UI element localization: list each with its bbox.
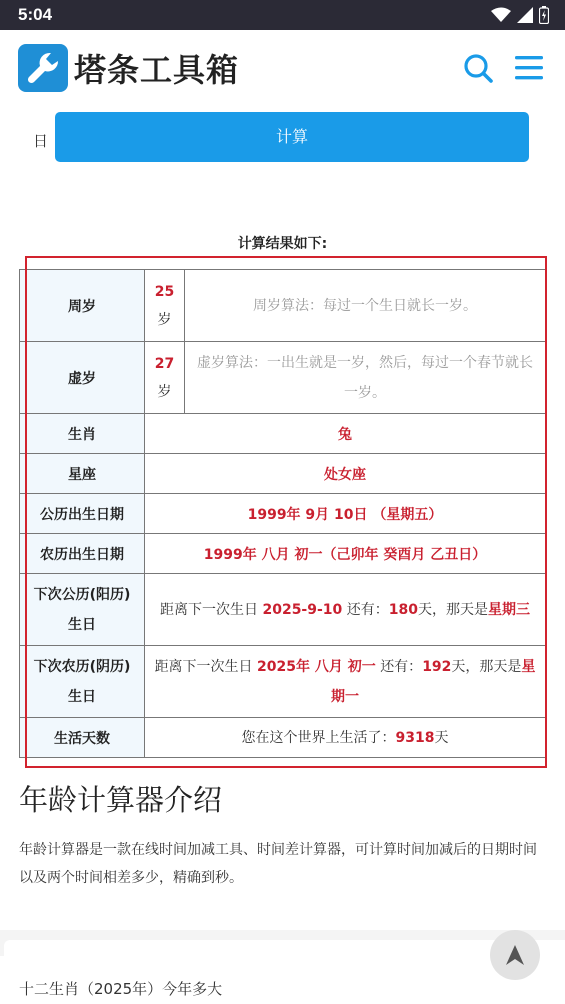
next-solar-value: 距离下一次生日 2025-9-10 还有：180天，那天是星期三	[145, 574, 546, 646]
solar-birth-label: 公历出生日期	[20, 494, 145, 534]
intro-title: 年龄计算器介绍	[19, 783, 223, 817]
full-age-label: 周岁	[20, 270, 145, 342]
zodiac-value: 兔	[145, 414, 546, 454]
table-row	[20, 718, 546, 758]
solar-birth-value: 1999年 9月 10日 （星期五）	[145, 494, 546, 534]
full-age-desc: 周岁算法：每过一个生日就长一岁。	[185, 270, 546, 342]
navigation-arrow-icon	[505, 944, 525, 966]
full-age-value: 25 岁	[145, 270, 185, 342]
search-icon	[462, 52, 494, 84]
hamburger-menu-icon	[514, 54, 544, 82]
nominal-age-value: 27 岁	[145, 342, 185, 414]
site-logo[interactable]	[18, 44, 239, 92]
status-time: 5:04	[18, 5, 53, 24]
site-header	[0, 30, 565, 106]
table-row	[20, 534, 546, 574]
lunar-birth-label: 农历出生日期	[20, 534, 145, 574]
next-lunar-label: 下次农历(阴历)生日	[20, 646, 145, 718]
table-row	[20, 414, 546, 454]
logo-text: 塔条工具箱	[74, 51, 240, 89]
calculate-button[interactable]: 计算	[55, 112, 529, 162]
table-row	[20, 342, 546, 414]
battery-icon	[539, 6, 549, 24]
constellation-value: 处女座	[145, 454, 546, 494]
search-button[interactable]	[462, 52, 494, 84]
related-link[interactable]: 十二生肖（2025年）今年多大	[19, 980, 223, 998]
menu-button[interactable]	[514, 54, 544, 82]
result-table	[19, 269, 546, 758]
constellation-label: 星座	[20, 454, 145, 494]
next-solar-label: 下次公历(阳历)生日	[20, 574, 145, 646]
days-lived-label: 生活天数	[20, 718, 145, 758]
wifi-icon	[491, 7, 511, 23]
lunar-birth-value: 1999年 八月 初一（己卯年 癸酉月 乙丑日）	[145, 534, 546, 574]
table-row	[20, 574, 546, 646]
back-to-top-button[interactable]	[490, 930, 540, 980]
nominal-age-desc: 虚岁算法：一出生就是一岁，然后，每过一个春节就长一岁。	[185, 342, 546, 414]
day-label: 日	[33, 132, 49, 150]
zodiac-label: 生肖	[20, 414, 145, 454]
days-lived-value: 您在这个世界上生活了：9318天	[145, 718, 546, 758]
table-row	[20, 270, 546, 342]
next-lunar-value: 距离下一次生日 2025年 八月 初一 还有：192天，那天是星期一	[145, 646, 546, 718]
intro-text: 年龄计算器是一款在线时间加减工具、时间差计算器，可计算时间加减后的日期时间以及两个时间相差多少，精确到秒。	[19, 842, 537, 886]
table-row	[20, 494, 546, 534]
wrench-icon	[18, 44, 68, 92]
status-bar	[0, 0, 565, 30]
table-row	[20, 454, 546, 494]
signal-icon	[517, 7, 533, 23]
nominal-age-label: 虚岁	[20, 342, 145, 414]
table-row	[20, 646, 546, 718]
result-title: 计算结果如下:	[237, 236, 328, 252]
